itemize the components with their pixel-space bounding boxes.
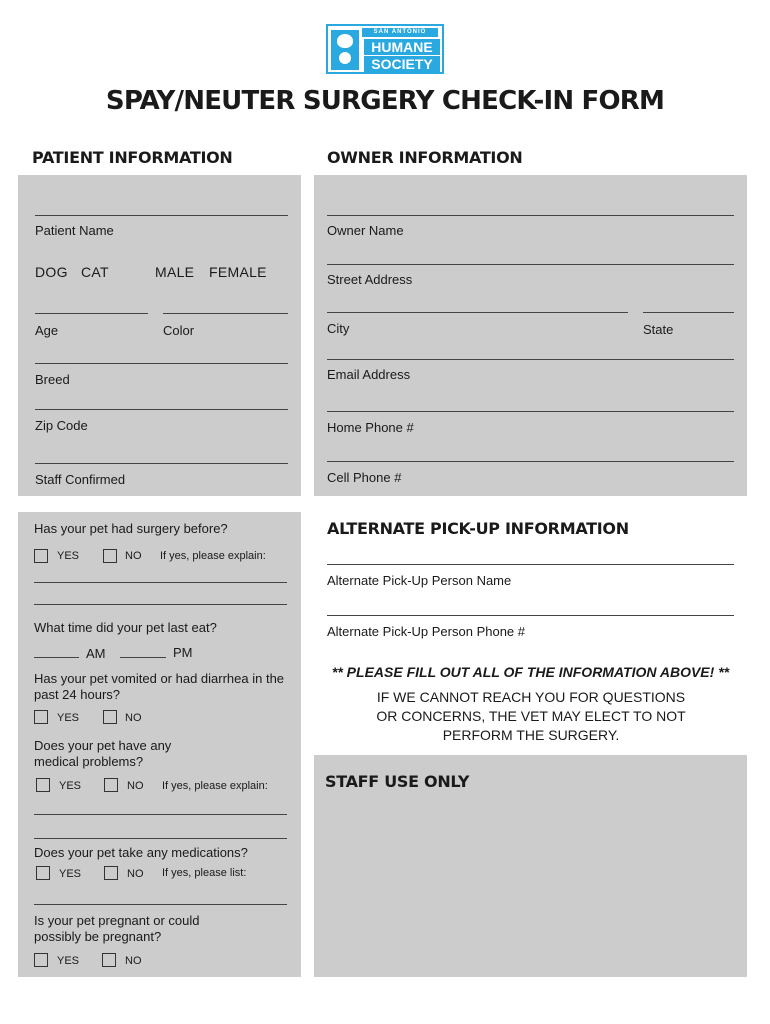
medical-no-checkbox[interactable]	[104, 778, 118, 792]
medical-explain-note: If yes, please explain:	[162, 780, 268, 792]
vomit-no-label: NO	[125, 712, 142, 724]
patient-name-label: Patient Name	[35, 223, 114, 238]
owner-info-panel	[314, 175, 747, 496]
medical-yes-checkbox[interactable]	[36, 778, 50, 792]
state-label: State	[643, 322, 674, 337]
age-label: Age	[35, 323, 59, 338]
pregnant-yes-checkbox[interactable]	[34, 953, 48, 967]
last-eat-question: What time did your pet last eat?	[34, 620, 217, 635]
owner-info-heading: OWNER INFORMATION	[327, 148, 523, 167]
email-address-field[interactable]	[327, 359, 734, 360]
patient-info-heading: PATIENT INFORMATION	[32, 148, 233, 167]
health-questions-panel	[18, 512, 301, 977]
surgery-explain-field-2[interactable]	[34, 604, 287, 605]
surgery-explain-note: If yes, please explain:	[160, 550, 266, 562]
street-address-field[interactable]	[327, 264, 734, 265]
meds-no-label: NO	[127, 868, 144, 880]
meds-no-checkbox[interactable]	[104, 866, 118, 880]
meds-list-field[interactable]	[34, 904, 287, 905]
staff-confirmed-label: Staff Confirmed	[35, 472, 126, 487]
alternate-name-field[interactable]	[327, 564, 734, 565]
last-eat-am-field[interactable]	[34, 657, 79, 658]
patient-info-panel	[18, 175, 301, 496]
zip-code-field[interactable]	[35, 409, 288, 410]
zip-code-label: Zip Code	[35, 418, 88, 433]
meds-yes-checkbox[interactable]	[36, 866, 50, 880]
surgery-no-checkbox[interactable]	[103, 549, 117, 563]
meds-yes-label: YES	[59, 868, 82, 880]
meds-list-note: If yes, please list:	[162, 867, 247, 879]
am-label: AM	[86, 646, 106, 661]
vomit-yes-label: YES	[57, 712, 80, 724]
staff-use-panel	[314, 755, 747, 977]
alternate-phone-field[interactable]	[327, 615, 734, 616]
alternate-name-label: Alternate Pick-Up Person Name	[327, 573, 512, 588]
color-field[interactable]	[163, 313, 288, 314]
owner-name-field[interactable]	[327, 215, 734, 216]
humane-society-logo	[326, 24, 444, 74]
patient-name-field[interactable]	[35, 215, 288, 216]
cell-phone-label: Cell Phone #	[327, 470, 402, 485]
owner-name-label: Owner Name	[327, 223, 404, 238]
pregnant-question: Is your pet pregnant or could possibly be pregnant?	[34, 913, 200, 944]
fill-out-warning: ** PLEASE FILL OUT ALL OF THE INFORMATION ABOVE! **	[331, 664, 730, 680]
medical-yes-label: YES	[59, 780, 82, 792]
sex-male-option[interactable]: MALE	[155, 264, 195, 280]
last-eat-pm-field[interactable]	[120, 657, 166, 658]
age-field[interactable]	[35, 313, 148, 314]
form-title: SPAY/NEUTER SURGERY CHECK-IN FORM	[105, 86, 665, 116]
medical-no-label: NO	[127, 780, 144, 792]
pm-label: PM	[173, 645, 193, 660]
breed-label: Breed	[35, 372, 70, 387]
vomit-no-checkbox[interactable]	[103, 710, 117, 724]
alternate-pickup-heading: ALTERNATE PICK-UP INFORMATION	[327, 519, 629, 538]
surgery-no-label: NO	[125, 550, 142, 562]
home-phone-field[interactable]	[327, 411, 734, 412]
cell-phone-field[interactable]	[327, 461, 734, 462]
city-label: City	[327, 321, 350, 336]
vomit-yes-checkbox[interactable]	[34, 710, 48, 724]
pregnant-no-label: NO	[125, 955, 142, 967]
state-field[interactable]	[643, 312, 734, 313]
breed-field[interactable]	[35, 363, 288, 364]
color-label: Color	[163, 323, 195, 338]
pregnant-yes-label: YES	[57, 955, 80, 967]
species-dog-option[interactable]: DOG	[35, 264, 68, 280]
email-address-label: Email Address	[327, 367, 411, 382]
medical-explain-field-1[interactable]	[34, 814, 287, 815]
pet-logo-icon	[331, 30, 359, 70]
staff-use-heading: STAFF USE ONLY	[325, 772, 470, 791]
logo-top-text: SAN ANTONIO	[362, 28, 438, 37]
sex-female-option[interactable]: FEMALE	[209, 264, 267, 280]
surgery-explain-field-1[interactable]	[34, 582, 287, 583]
medical-question: Does your pet have any medical problems?	[34, 738, 172, 769]
logo-word-society: SOCIETY	[364, 56, 440, 72]
city-field[interactable]	[327, 312, 628, 313]
surgery-question: Has your pet had surgery before?	[34, 521, 228, 536]
vomit-question: Has your pet vomited or had diarrhea in the past 24 hours?	[34, 671, 285, 702]
surgery-yes-checkbox[interactable]	[34, 549, 48, 563]
surgery-yes-label: YES	[57, 550, 80, 562]
pregnant-no-checkbox[interactable]	[102, 953, 116, 967]
alternate-phone-label: Alternate Pick-Up Person Phone #	[327, 624, 525, 639]
home-phone-label: Home Phone #	[327, 420, 414, 435]
medications-question: Does your pet take any medications?	[34, 845, 248, 860]
street-address-label: Street Address	[327, 272, 413, 287]
medical-explain-field-2[interactable]	[34, 838, 287, 839]
species-cat-option[interactable]: CAT	[81, 264, 109, 280]
vet-notice-text: IF WE CANNOT REACH YOU FOR QUESTIONS OR CONCERNS, THE VET MAY ELECT TO NOT PERFORM THE SURGERY.	[376, 689, 686, 743]
logo-word-humane: HUMANE	[364, 39, 440, 55]
staff-confirmed-field[interactable]	[35, 463, 288, 464]
